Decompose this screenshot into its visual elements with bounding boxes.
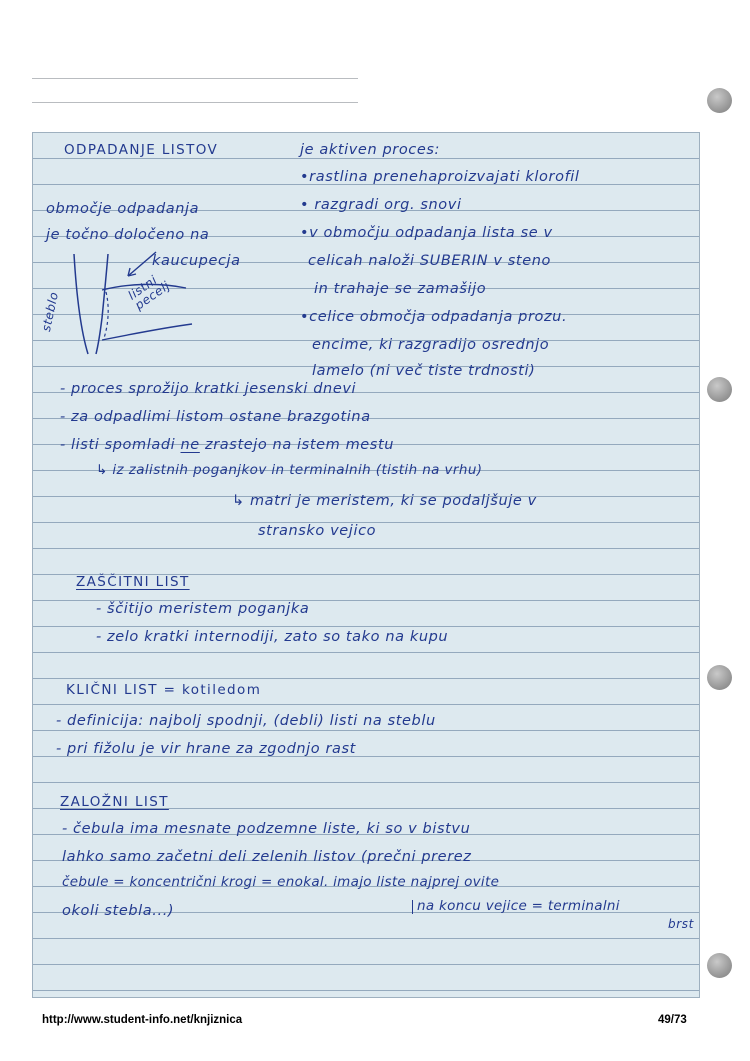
note-line: - pri fižolu je vir hrane za zgodnjo rast <box>56 741 356 757</box>
note-line: - definicija: najbolj spodnji, (debli) listi na steblu <box>56 713 436 729</box>
note-line: lahko samo začetni deli zelenih listov (prečni prerez <box>62 849 472 865</box>
note-line: •celice območja odpadanja prozu. <box>300 309 568 325</box>
top-rule <box>32 78 358 79</box>
punch-hole <box>707 88 732 113</box>
leaf-stalk-sketch <box>36 248 216 358</box>
section-title-zalozni: ZALOŽNI LIST <box>60 794 169 810</box>
sketch-label-pecelj: listni pecelj <box>125 272 173 313</box>
note-fragment: zrastejo na istem mestu <box>205 437 395 453</box>
note-line: kaucupecja <box>152 253 241 269</box>
note-line: - proces sprožijo kratki jesenski dnevi <box>60 381 357 397</box>
note-line: • razgradi org. snovi <box>300 197 462 213</box>
note-line: območje odpadanja <box>46 201 200 217</box>
note-line: - zelo kratki internodiji, zato so tako na kupu <box>96 629 449 645</box>
top-rule <box>32 102 358 103</box>
punch-hole <box>707 953 732 978</box>
note-line: je aktiven proces: <box>300 142 441 158</box>
note-line: je točno določeno na <box>46 227 210 243</box>
note-line: - ščitijo meristem poganjka <box>96 601 310 617</box>
note-fragment: - listi spomladi <box>60 437 176 453</box>
note-line: •rastlina prenehaproizvajati klorofil <box>300 169 580 185</box>
section-title-odpadanje: ODPADANJE LISTOV <box>64 142 219 158</box>
footer-url: http://www.student-info.net/knjiznica <box>42 1014 243 1026</box>
note-line: •v območju odpadanja lista se v <box>300 225 553 241</box>
punch-hole <box>707 665 732 690</box>
page-number: 49/73 <box>658 1014 687 1026</box>
boxed-note-continuation: brst <box>668 917 694 931</box>
punch-hole <box>707 377 732 402</box>
section-title-klicni: KLIČNI LIST = kotiledom <box>66 682 262 698</box>
section-title-zascitni: ZAŠČITNI LIST <box>76 574 190 590</box>
note-line: - za odpadlimi listom ostane brazgotina <box>60 409 371 425</box>
note-line: in trahaje se zamašijo <box>314 281 487 297</box>
note-line: - čebula ima mesnate podzemne liste, ki so v bistvu <box>62 821 471 837</box>
note-line: ↳ matri je meristem, ki se podaljšuje v <box>232 493 537 509</box>
note-line: stransko vejico <box>258 523 377 539</box>
sketch-label-steblo: steblo <box>39 290 62 333</box>
note-underlined-word: ne <box>180 437 200 453</box>
note-line: encime, ki razgradijo osrednjo <box>312 337 550 353</box>
note-line: lamelo (ni več tiste trdnosti) <box>312 363 536 379</box>
note-line: celicah naloži SUBERIN v steno <box>308 253 551 269</box>
boxed-note: na koncu vejice = terminalni <box>412 900 620 914</box>
note-line: okoli stebla...) <box>62 903 175 919</box>
note-line <box>60 438 394 453</box>
note-line: čebule = koncentrični krogi = enokal. imajo liste najprej ovite <box>62 874 500 890</box>
note-line: ↳ iz zalistnih poganjkov in terminalnih (tistih na vrhu) <box>96 462 483 478</box>
